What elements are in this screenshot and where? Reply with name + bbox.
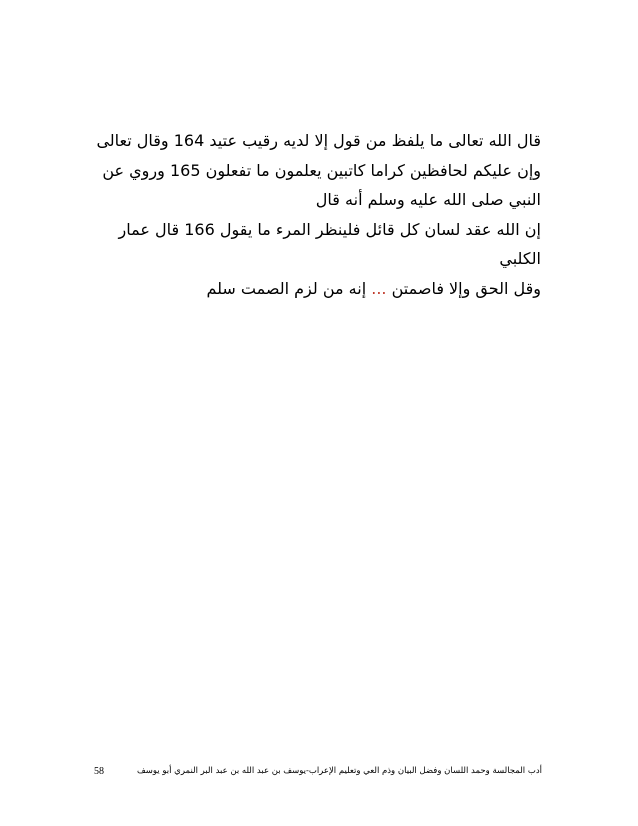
text-line-1: قال الله تعالى ما يلفظ من قول إلا لديه رقيب عتيد 164 وقال تعالى (96, 131, 541, 150)
body-text (96, 126, 541, 303)
verse-first-hemistich: وقل الحق وإلا فاصمتن (391, 278, 541, 298)
verse-separator: ... (371, 278, 387, 298)
text-line-2: وإن عليكم لحافظين كراما كاتبين يعلمون ما تفعلون 165 وروي عن (102, 160, 541, 180)
page-number: 58 (94, 766, 104, 777)
verse-line (100, 274, 541, 304)
footer-book-title: أدب المجالسة وحمد اللسان وفضل البيان وذم العي وتعليم الإعراب-يوسف بن عبد الله بن عبد البر النمري أبو يوسف (136, 766, 542, 776)
page-footer (94, 766, 542, 782)
text-line-5: الكلبي (499, 249, 541, 268)
text-line-4: إن الله عقد لسان كل قائل فلينظر المرء ما يقول 166 قال عمار (118, 219, 541, 239)
text-line-3: النبي صلى الله عليه وسلم أنه قال (315, 190, 541, 209)
verse-second-hemistich: إنه من لزم الصمت سلم (206, 278, 367, 298)
